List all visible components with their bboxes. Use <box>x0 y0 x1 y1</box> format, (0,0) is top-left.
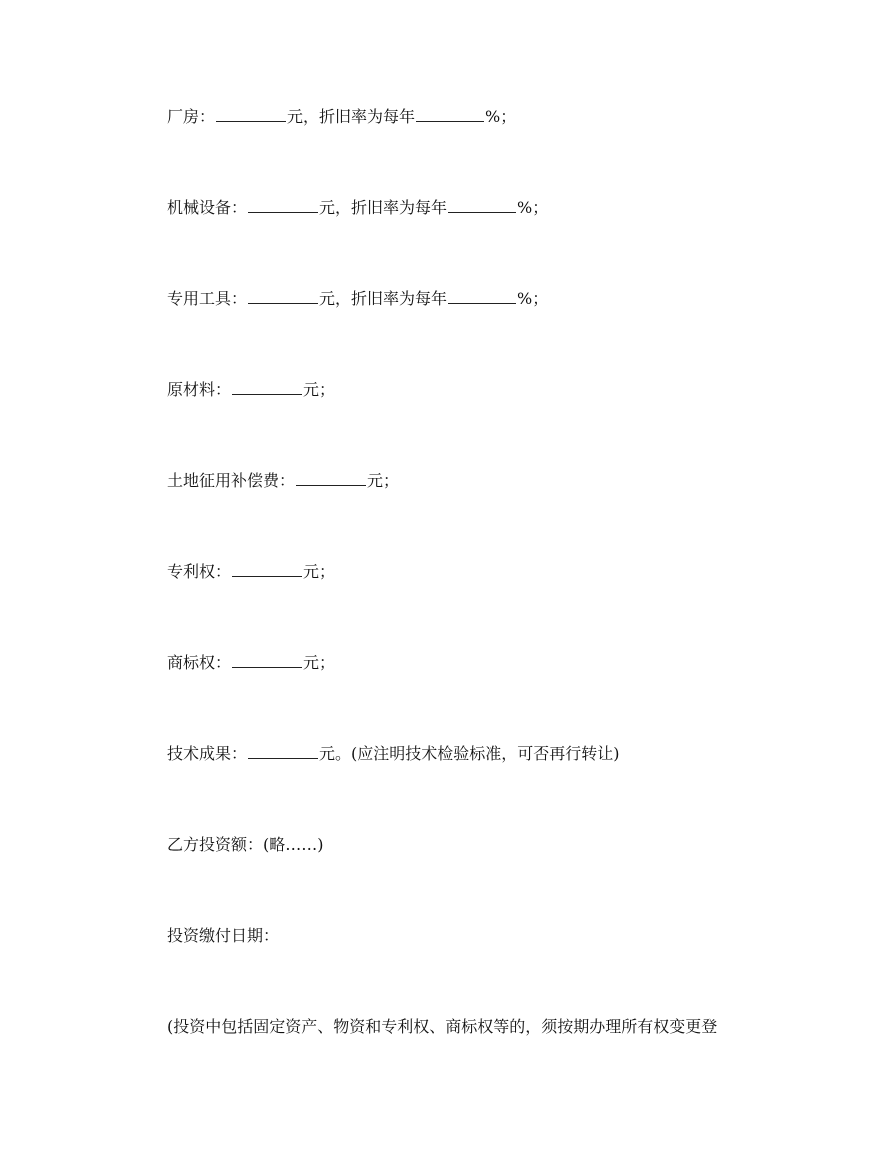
land-compensation-line <box>167 471 399 491</box>
machinery-mid-text: 元，折旧率为每年 <box>319 198 448 217</box>
machinery-rate-blank[interactable] <box>448 198 516 213</box>
land-compensation-label: 土地征用补偿费： <box>167 471 296 490</box>
tech-amount-blank[interactable] <box>248 744 318 759</box>
factory-amount-blank[interactable] <box>216 107 286 122</box>
factory-line <box>167 107 516 127</box>
tools-end-text: %； <box>517 289 549 308</box>
patent-end-text: 元； <box>303 562 336 581</box>
trademark-line <box>167 653 335 673</box>
trademark-end-text: 元； <box>303 653 336 672</box>
raw-materials-end-text: 元； <box>303 380 336 399</box>
factory-rate-blank[interactable] <box>416 107 484 122</box>
note-line: (投资中包括固定资产、物资和专利权、商标权等的，须按期办理所有权变更登 <box>167 1017 718 1036</box>
factory-label: 厂房： <box>167 107 216 126</box>
factory-mid-text: 元，折旧率为每年 <box>287 107 416 126</box>
trademark-label: 商标权： <box>167 653 232 672</box>
machinery-amount-blank[interactable] <box>248 198 318 213</box>
tools-amount-blank[interactable] <box>248 289 318 304</box>
party-b-investment-line: 乙方投资额：(略……) <box>167 835 324 854</box>
tools-rate-blank[interactable] <box>448 289 516 304</box>
tools-mid-text: 元，折旧率为每年 <box>319 289 448 308</box>
raw-materials-label: 原材料： <box>167 380 232 399</box>
land-compensation-end-text: 元； <box>367 471 400 490</box>
payment-date-line: 投资缴付日期： <box>167 926 280 945</box>
raw-materials-amount-blank[interactable] <box>232 380 302 395</box>
factory-end-text: %； <box>485 107 517 126</box>
machinery-line <box>167 198 548 218</box>
machinery-label: 机械设备： <box>167 198 248 217</box>
land-compensation-amount-blank[interactable] <box>296 471 366 486</box>
tools-label: 专用工具： <box>167 289 248 308</box>
tech-label: 技术成果： <box>167 744 248 763</box>
patent-line <box>167 562 335 582</box>
patent-label: 专利权： <box>167 562 232 581</box>
raw-materials-line <box>167 380 335 400</box>
machinery-end-text: %； <box>517 198 549 217</box>
tech-end-text: 元。(应注明技术检验标准，可否再行转让) <box>319 744 620 763</box>
tech-line <box>167 744 620 764</box>
trademark-amount-blank[interactable] <box>232 653 302 668</box>
tools-line <box>167 289 548 309</box>
patent-amount-blank[interactable] <box>232 562 302 577</box>
